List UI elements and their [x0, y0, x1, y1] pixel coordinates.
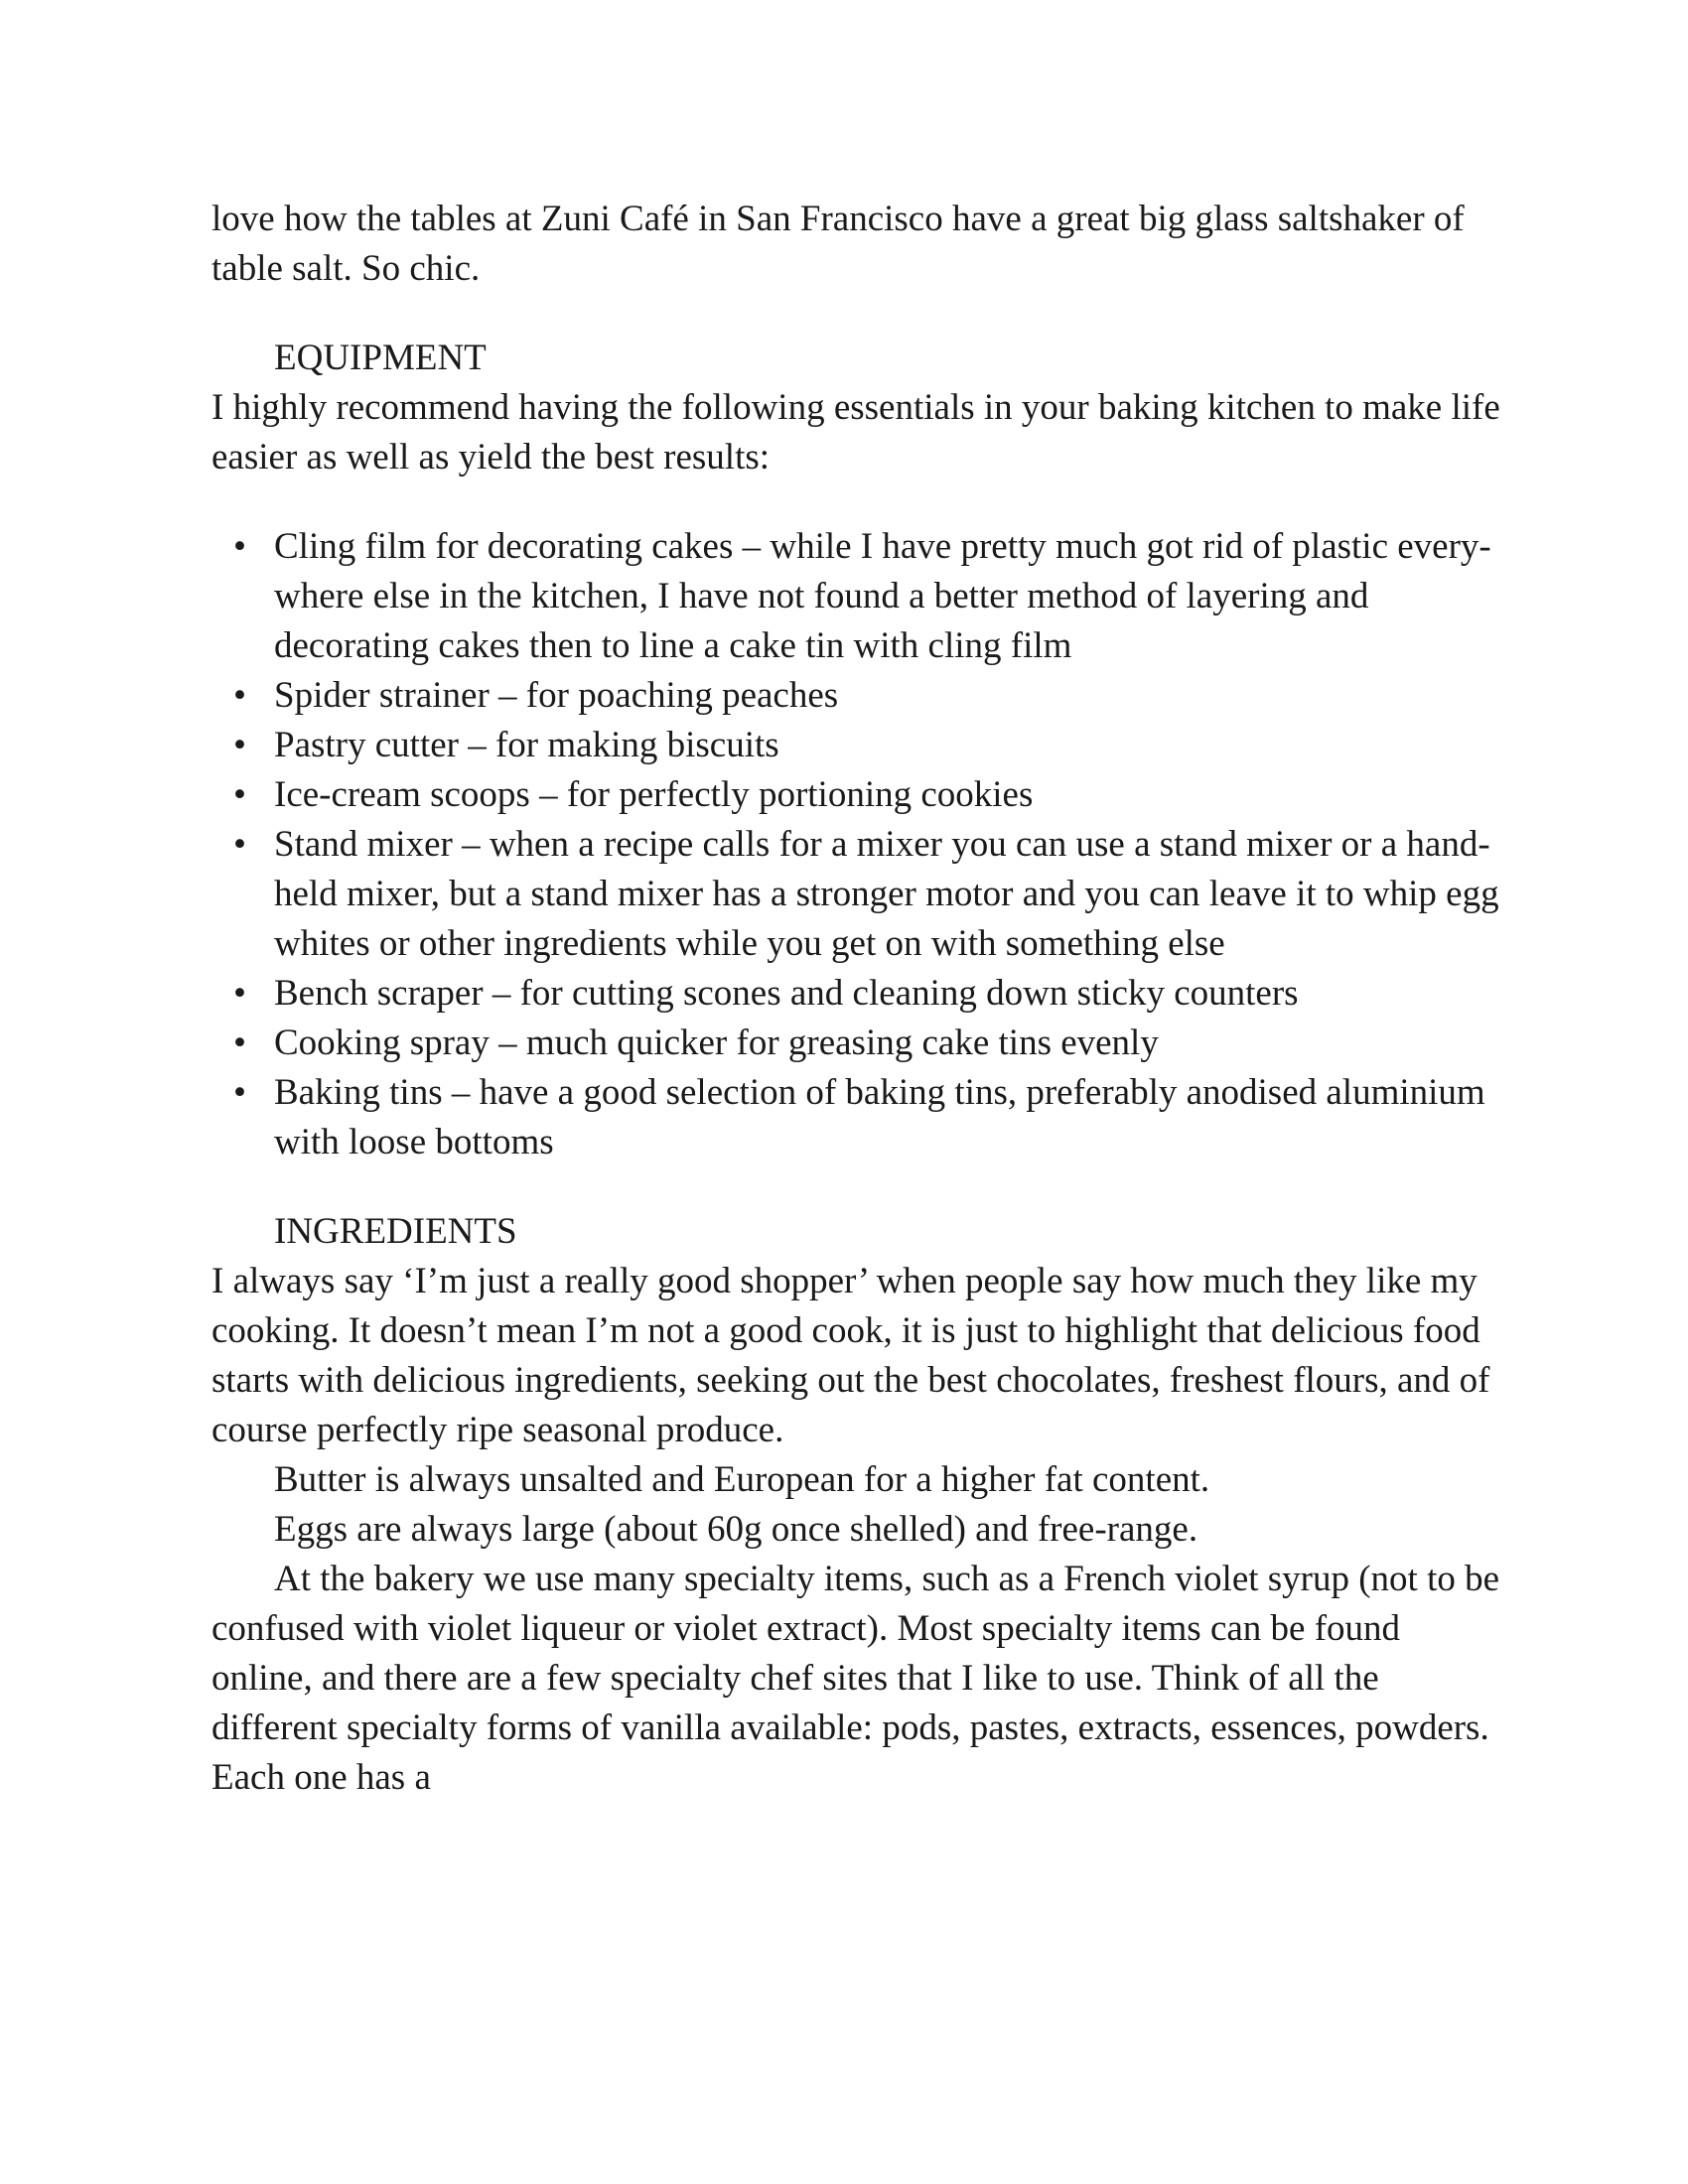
equipment-intro-paragraph: I highly recommend having the following essentials in your baking kitchen to make life easier as well as yield the best results:	[211, 387, 1500, 478]
list-item	[211, 671, 1502, 721]
bullet-icon: •	[233, 526, 246, 567]
list-item-text: Baking tins – have a good selection of baking tins, preferably anodised aluminium with loose bottoms	[274, 1072, 1485, 1162]
list-item	[211, 1068, 1502, 1167]
list-item	[211, 820, 1502, 969]
intro-paragraph: love how the tables at Zuni Café in San Francisco have a great big glass saltshaker of table salt. So chic.	[211, 199, 1465, 289]
list-item-text: Stand mixer – when a recipe calls for a mixer you can use a stand mixer or a hand-held mixer, but a stand mixer has a stronger motor and you can leave it to whip egg whites or other ingredients while you get on with something else	[274, 824, 1499, 964]
ingredients-paragraph-shopper: I always say ‘I’m just a really good shopper’ when people say how much they like my cooking. It doesn’t mean I’m not a good cook, it is just to highlight that delicious food starts with delicious ingredients, seeking out the best chocolates, freshest flours, and of course perfectly ripe seasonal produce.	[211, 1261, 1490, 1450]
list-item-text: Ice-cream scoops – for perfectly portioning cookies	[274, 774, 1034, 815]
bullet-icon: •	[233, 973, 246, 1014]
list-item	[211, 770, 1502, 820]
list-item	[211, 522, 1502, 671]
bullet-icon: •	[233, 824, 246, 865]
bullet-icon: •	[233, 675, 246, 716]
list-item-text: Cooking spray – much quicker for greasing cake tins evenly	[274, 1023, 1159, 1063]
list-item-text: Cling film for decorating cakes – while I have pretty much got rid of plastic every-where else in the kitchen, I have not found a better method of layering and decorating cakes then to line a cake tin with cling film	[274, 526, 1491, 666]
bullet-icon: •	[233, 1023, 246, 1063]
list-item	[211, 1019, 1502, 1068]
list-item	[211, 721, 1502, 770]
ingredients-paragraph-butter: Butter is always unsalted and European for a higher fat content.	[274, 1459, 1210, 1500]
bullet-icon: •	[233, 1072, 246, 1113]
equipment-heading: EQUIPMENT	[274, 338, 487, 378]
equipment-list	[211, 522, 1502, 1167]
ingredients-heading: INGREDIENTS	[274, 1211, 517, 1252]
document-page	[211, 195, 1502, 1803]
list-item	[211, 969, 1502, 1019]
bullet-icon: •	[233, 774, 246, 815]
list-item-text: Pastry cutter – for making biscuits	[274, 725, 779, 765]
ingredients-paragraph-specialty: At the bakery we use many specialty items, such as a French violet syrup (not to be confused with violet liqueur or violet extract). Most specialty items can be found online, and there are a few specialty chef sites that I like to use. Think of all the different specialty forms of vanilla available: pods, pastes, extracts, essences, powders. Each one has a	[211, 1559, 1500, 1798]
bullet-icon: •	[233, 725, 246, 765]
list-item-text: Spider strainer – for poaching peaches	[274, 675, 839, 716]
list-item-text: Bench scraper – for cutting scones and cleaning down sticky counters	[274, 973, 1299, 1014]
ingredients-paragraph-eggs: Eggs are always large (about 60g once shelled) and free-range.	[274, 1509, 1198, 1550]
